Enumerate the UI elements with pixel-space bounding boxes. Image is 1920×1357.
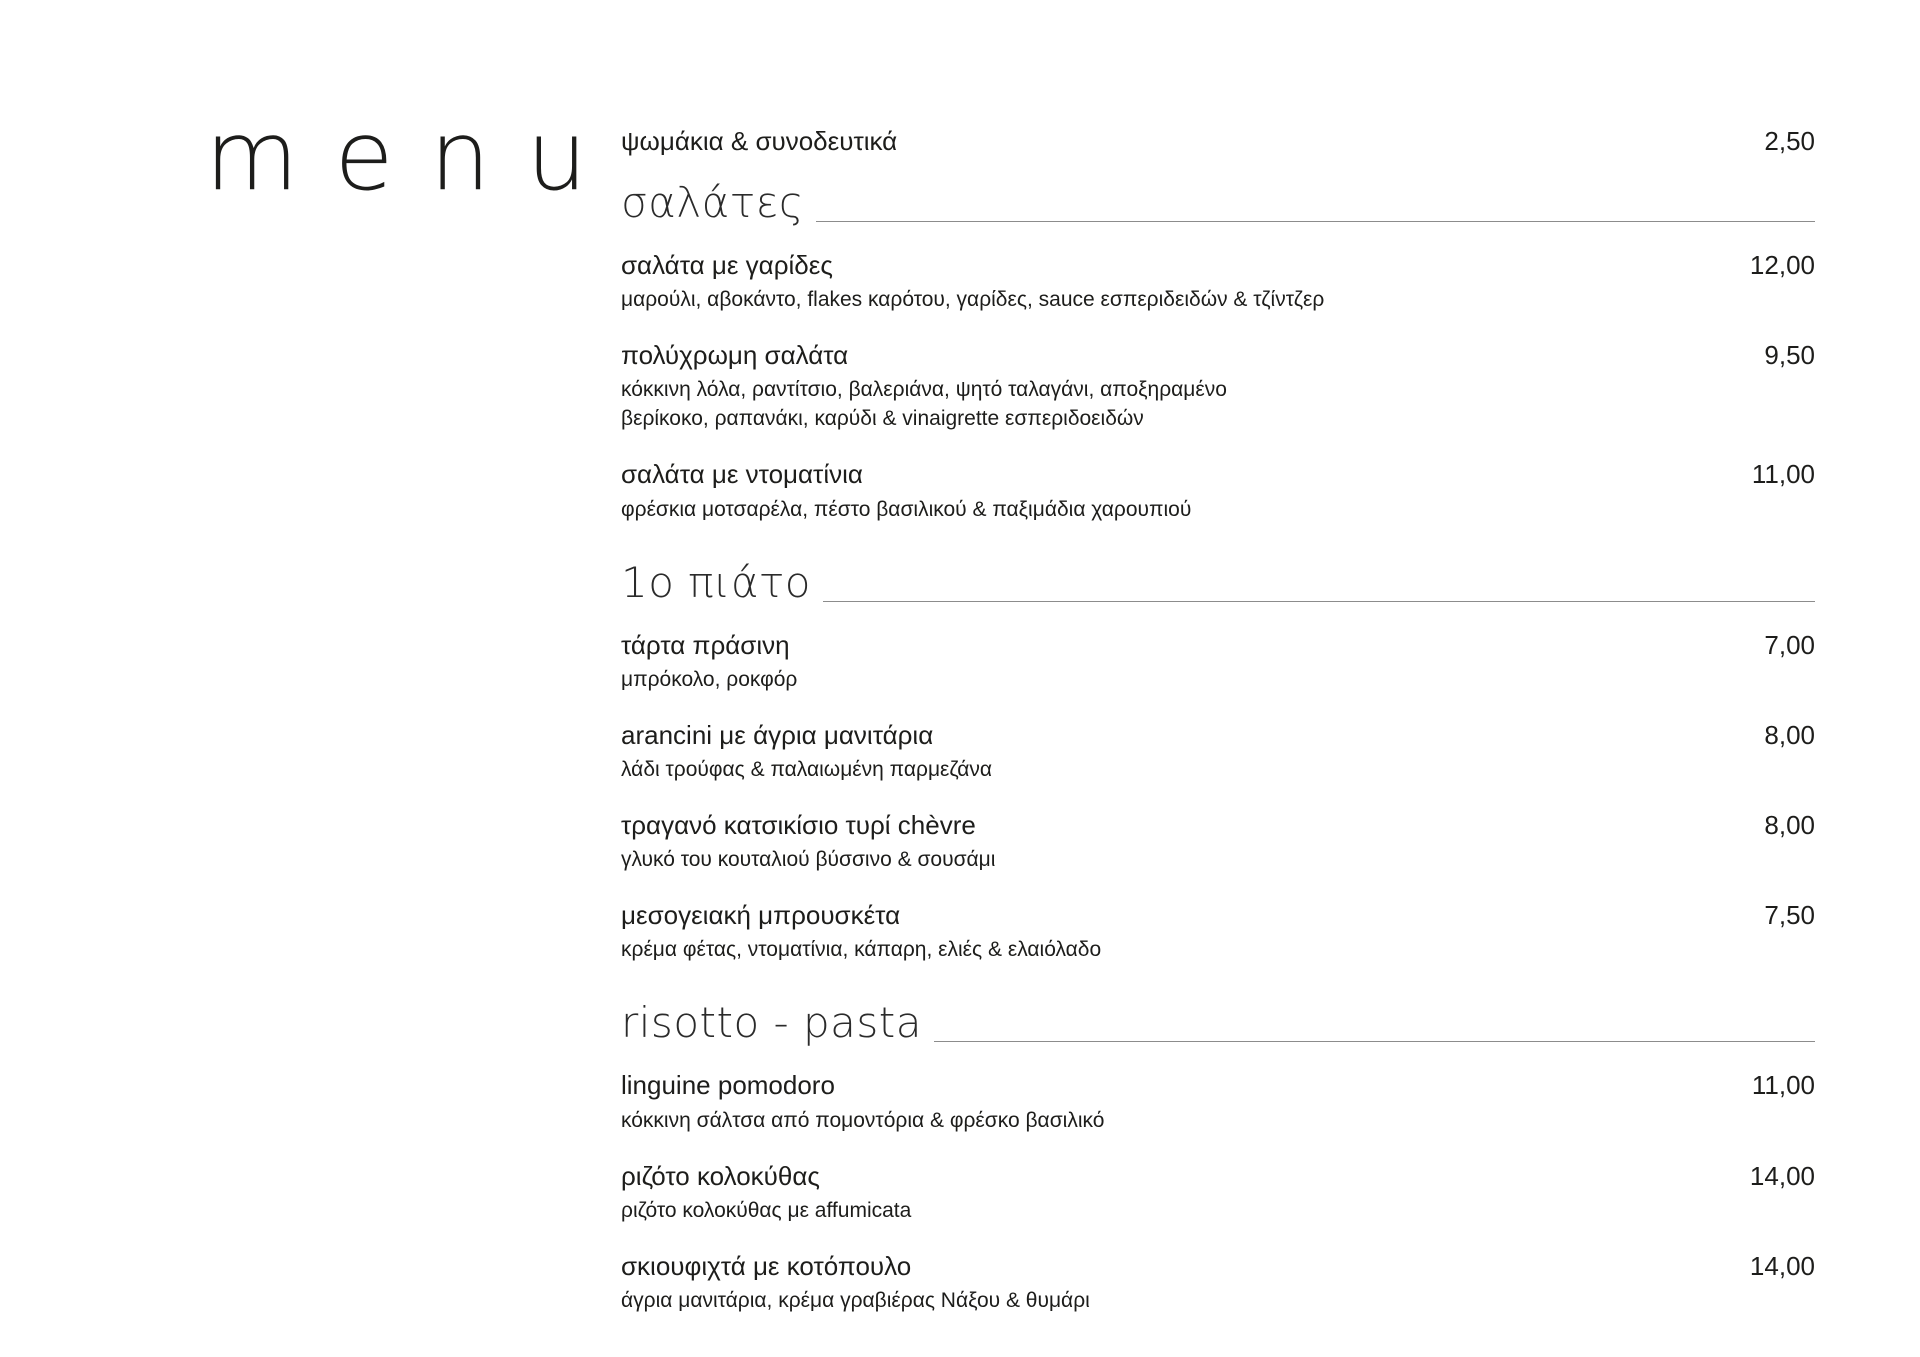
page-title: menu (205, 100, 624, 212)
item-price: 14,00 (1749, 1250, 1815, 1281)
menu-content (621, 126, 1815, 1315)
item-description: κρέμα φέτας, ντοματίνια, κάπαρη, ελιές & ελαιόλαδο (621, 938, 1102, 962)
section-salads (621, 166, 1815, 524)
section-divider (934, 1041, 1815, 1042)
item-description: άγρια μανιτάρια, κρέμα γραβιέρας Νάξου & θυμάρι (621, 1288, 1090, 1312)
item-name: σκιουφιχτά με κοτόπουλο (621, 1250, 912, 1281)
menu-item (621, 900, 1815, 964)
item-price: 2,50 (1764, 126, 1815, 156)
section-title: σαλάτες (621, 178, 804, 227)
item-description: λάδι τρούφας & παλαιωμένη παρμεζάνα (621, 757, 993, 781)
item-name: μεσογειακή μπρουσκέτα (621, 900, 901, 931)
menu-item (621, 1070, 1815, 1134)
item-name: τραγανό κατσικίσιο τυρί chèvre (621, 809, 976, 840)
item-description: μαρούλι, αβοκάντο, flakes καρότου, γαρίδες, sauce εσπεριδειδών & τζίντζερ (621, 288, 1325, 312)
item-price: 7,00 (1764, 629, 1815, 660)
section-header (621, 986, 1815, 1048)
item-price: 14,00 (1749, 1160, 1815, 1191)
menu-item (621, 810, 1815, 874)
section-risotto-pasta (621, 986, 1815, 1315)
section-title: risotto - pasta (621, 998, 922, 1048)
menu-item (621, 630, 1815, 694)
section-header (621, 546, 1815, 607)
menu-item (621, 1161, 1815, 1225)
item-price: 8,00 (1764, 809, 1815, 840)
section-divider (816, 221, 1815, 222)
section-divider (823, 601, 1815, 602)
menu-item (621, 459, 1815, 523)
item-description: ριζότο κολοκύθας με affumicata (621, 1198, 912, 1222)
item-name: τάρτα πράσινη (621, 629, 790, 660)
item-name: ψωμάκια & συνοδευτικά (621, 126, 898, 156)
menu-item (621, 340, 1815, 433)
section-header (621, 166, 1815, 227)
item-price: 11,00 (1751, 459, 1815, 490)
item-description: μπρόκολο, ροκφόρ (621, 667, 798, 691)
item-name: σαλάτα με ντοματίνια (621, 459, 863, 490)
item-name: πολύχρωμη σαλάτα (621, 340, 849, 371)
item-name: linguine pomodoro (621, 1070, 835, 1101)
menu-item (621, 720, 1815, 784)
item-name: arancini με άγρια μανιτάρια (621, 719, 934, 750)
item-name: ριζότο κολοκύθας (621, 1160, 820, 1191)
section-title: 1ο πιάτο (621, 557, 811, 607)
item-price: 11,00 (1751, 1070, 1815, 1101)
menu-item (621, 1251, 1815, 1315)
item-name: σαλάτα με γαρίδες (621, 250, 833, 280)
menu-item-bread (621, 126, 1815, 166)
item-description: κόκκινη σάλτσα από πομοντόρια & φρέσκο βασιλικό (621, 1108, 1105, 1132)
item-price: 7,50 (1764, 900, 1815, 931)
item-description: φρέσκια μοτσαρέλα, πέστο βασιλικού & παξιμάδια χαρουπιού (621, 497, 1192, 521)
item-price: 9,50 (1764, 340, 1815, 371)
item-description: γλυκό του κουταλιού βύσσινο & σουσάμι (621, 848, 996, 872)
section-first-course (621, 546, 1815, 965)
item-price: 8,00 (1764, 719, 1815, 750)
menu-item (621, 250, 1815, 314)
item-description: κόκκινη λόλα, ραντίτσιο, βαλεριάνα, ψητό ταλαγάνι, αποξηραμένο βερίκοκο, ραπανάκι, καρύδι & vinaigrette εσπεριδοειδών (621, 378, 1227, 431)
item-price: 12,00 (1749, 250, 1815, 280)
